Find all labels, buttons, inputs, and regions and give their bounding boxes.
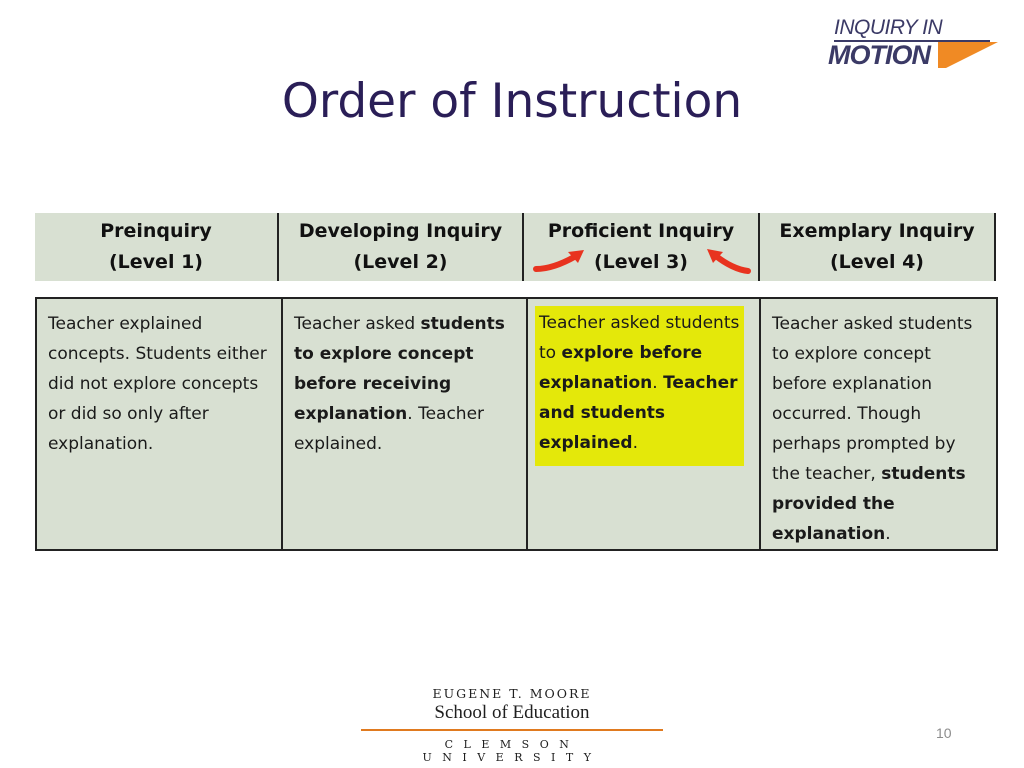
description-text: Teacher explained concepts. Students either did not explore concepts or did so only after explanation. <box>48 314 267 454</box>
header-label: Exemplary Inquiry <box>779 220 975 242</box>
description-level-1 <box>37 299 283 549</box>
slide-number: 10 <box>936 725 952 741</box>
inquiry-in-motion-logo <box>826 16 1001 72</box>
description-text: . Teacher explained. <box>294 404 485 454</box>
header-level: (Level 1) <box>109 251 203 273</box>
header-level: (Level 2) <box>353 251 448 273</box>
header-label: Developing Inquiry <box>298 220 503 242</box>
page-title: Order of Instruction <box>281 74 743 129</box>
description-text: Teacher asked <box>294 314 421 334</box>
header-label: Preinquiry <box>100 220 212 242</box>
left-red-arrow-icon <box>532 246 592 276</box>
logo-arrow-icon <box>938 38 1000 68</box>
description-level-2 <box>283 299 528 549</box>
description-emphasis: students to explore concept before receiving explanation <box>294 314 505 424</box>
right-red-arrow-icon <box>702 245 754 277</box>
description-text: Teacher asked students to explore concept before explanation occurred. Though perhaps prompted by the teacher, <box>772 314 973 484</box>
level-header-row <box>35 213 996 281</box>
description-emphasis: Teacher and students explained <box>539 373 738 453</box>
header-level-2 <box>279 213 524 281</box>
description-text: . <box>632 433 638 453</box>
logo-eugene-moore: EUGENE T. MOORE <box>432 686 592 701</box>
description-text: Teacher asked students to <box>539 313 740 363</box>
description-emphasis: explore before explanation <box>539 343 703 393</box>
logo-school-of-education: School of Education <box>434 702 590 723</box>
logo-line2: MOTION <box>828 40 930 70</box>
highlighted-description <box>535 306 744 466</box>
header-level-1 <box>35 213 279 281</box>
description-level-4 <box>761 299 996 549</box>
header-level: (Level 4) <box>830 251 924 273</box>
description-level-3 <box>528 299 761 549</box>
logo-divider <box>361 729 663 731</box>
description-text: . <box>885 524 891 544</box>
header-level-4 <box>760 213 996 281</box>
level-description-row <box>35 297 998 551</box>
logo-line1: INQUIRY IN <box>834 16 943 39</box>
description-text: . <box>652 373 664 393</box>
description-emphasis: students provided the explanation <box>772 464 966 544</box>
logo-clemson-university: CLEMSON UNIVERSITY <box>422 738 602 764</box>
header-level: (Level 3) <box>594 251 688 273</box>
header-label: Proficient Inquiry <box>547 220 735 242</box>
clemson-school-of-education-logo <box>360 686 664 764</box>
